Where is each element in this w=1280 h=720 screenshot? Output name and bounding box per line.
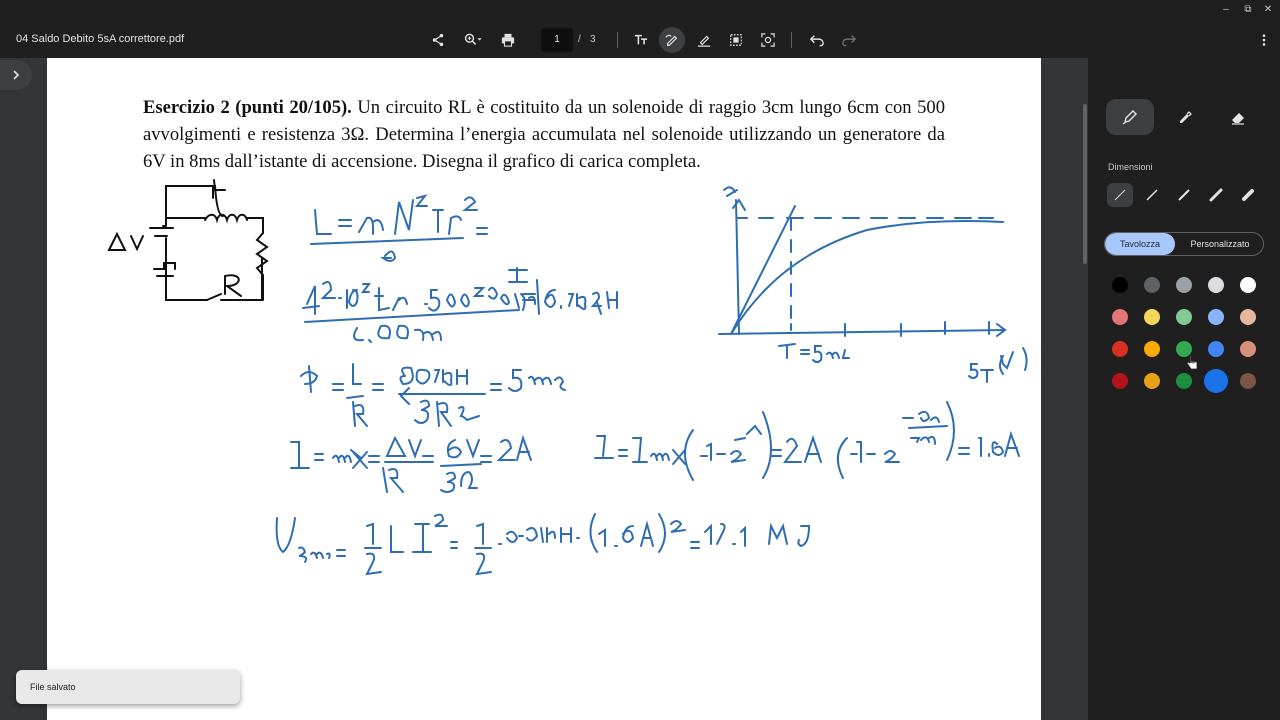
size-option-4[interactable] xyxy=(1203,183,1229,207)
pdf-page[interactable] xyxy=(47,58,1041,720)
annotation-panel xyxy=(1088,58,1280,720)
viewer-toolbar xyxy=(0,22,1280,58)
chevron-right-icon xyxy=(11,70,21,80)
size-option-5[interactable] xyxy=(1235,183,1261,207)
text-format-icon xyxy=(634,33,648,47)
undo-button[interactable] xyxy=(804,27,830,53)
undo-icon xyxy=(810,33,824,47)
color-swatch[interactable] xyxy=(1208,341,1224,357)
ink-formulas xyxy=(277,196,1019,574)
color-swatch[interactable] xyxy=(1176,373,1192,389)
color-swatch[interactable] xyxy=(1240,373,1256,389)
size-option-3[interactable] xyxy=(1171,183,1197,207)
page-separator: / xyxy=(578,34,581,45)
dimensions-label: Dimensioni xyxy=(1108,162,1153,172)
color-swatch[interactable] xyxy=(1144,309,1160,325)
close-icon[interactable]: ✕ xyxy=(1263,4,1273,15)
more-vert-icon xyxy=(1257,33,1271,47)
color-swatch[interactable] xyxy=(1208,277,1224,293)
share-icon xyxy=(431,33,445,47)
annotate-button[interactable] xyxy=(659,27,685,53)
redo-button[interactable] xyxy=(836,27,862,53)
selection-icon xyxy=(729,33,743,47)
highlighter-tool-button[interactable] xyxy=(1160,99,1208,135)
toast-notification: File salvato xyxy=(16,670,240,704)
vertical-scrollbar[interactable] xyxy=(1083,104,1087,264)
page-number-input[interactable]: 1 xyxy=(541,28,573,52)
window-title-bar xyxy=(0,0,1280,22)
redo-icon xyxy=(842,33,856,47)
exercise-title: Esercizio 2 (punti 20/105). xyxy=(143,97,352,118)
color-swatch[interactable] xyxy=(1240,341,1256,357)
eraser-icon xyxy=(1230,109,1246,125)
size-stroke-icon xyxy=(1241,188,1255,202)
tab-custom[interactable]: Personalizzato xyxy=(1190,239,1250,249)
charge-graph-sketch xyxy=(719,187,1027,382)
selection-button[interactable] xyxy=(723,27,749,53)
exercise-text: Un circuito RL è costituito da un solenoide di raggio 3cm lungo 6cm con 500 avvolgimenti e resistenza 3Ω. Determina l’energia accumulata nel solenoide utilizzando un generatore da 6V in 8ms dall’istante di accensione. Disegna il grafico di carica completa. xyxy=(143,97,945,172)
pen-icon xyxy=(1122,109,1138,125)
document-title: 04 Saldo Debito 5sA correttore.pdf xyxy=(16,33,185,45)
color-swatch[interactable] xyxy=(1112,341,1128,357)
color-swatch[interactable] xyxy=(1240,277,1256,293)
print-icon xyxy=(501,33,515,47)
handwritten-annotations xyxy=(47,58,1041,720)
share-button[interactable] xyxy=(425,27,451,53)
page-total: 3 xyxy=(590,34,596,45)
color-swatch[interactable] xyxy=(1144,277,1160,293)
size-option-1[interactable] xyxy=(1107,183,1133,207)
highlight-pen-icon xyxy=(697,33,711,47)
eraser-tool-button[interactable] xyxy=(1214,99,1262,135)
scan-icon xyxy=(761,33,775,47)
color-swatch[interactable] xyxy=(1144,341,1160,357)
color-swatch[interactable] xyxy=(1112,277,1128,293)
color-swatch[interactable] xyxy=(1144,373,1160,389)
color-swatch[interactable] xyxy=(1112,373,1128,389)
color-swatch[interactable] xyxy=(1240,309,1256,325)
toolbar-divider xyxy=(617,32,618,48)
color-swatch[interactable] xyxy=(1112,309,1128,325)
annotate-icon xyxy=(665,33,679,47)
more-options-button[interactable] xyxy=(1251,27,1277,53)
color-swatch[interactable] xyxy=(1204,369,1228,393)
size-stroke-icon xyxy=(1113,188,1127,202)
color-swatch[interactable] xyxy=(1176,309,1192,325)
print-button[interactable] xyxy=(495,27,521,53)
color-swatch[interactable] xyxy=(1208,309,1224,325)
toolbar-divider xyxy=(791,32,792,48)
zoom-button[interactable] xyxy=(457,27,489,53)
text-format-button[interactable] xyxy=(628,27,654,53)
size-stroke-icon xyxy=(1209,188,1223,202)
size-stroke-icon xyxy=(1145,188,1159,202)
tab-palette[interactable]: Tavolozza xyxy=(1105,233,1175,255)
restore-icon[interactable]: ⧉ xyxy=(1244,4,1252,15)
sidebar-toggle-button[interactable] xyxy=(0,60,32,90)
zoom-icon xyxy=(463,33,483,47)
hand-cursor-icon xyxy=(1186,354,1198,370)
pen-tool-button[interactable] xyxy=(1106,99,1154,135)
circuit-sketch xyxy=(109,180,267,300)
color-swatch[interactable] xyxy=(1176,277,1192,293)
size-stroke-icon xyxy=(1177,188,1191,202)
document-viewport[interactable] xyxy=(0,58,1088,720)
highlighter-icon xyxy=(1176,109,1192,125)
minimize-icon[interactable]: – xyxy=(1223,4,1229,15)
color-mode-switch xyxy=(1104,232,1264,256)
size-option-2[interactable] xyxy=(1139,183,1165,207)
highlight-pen-button[interactable] xyxy=(691,27,717,53)
scan-button[interactable] xyxy=(755,27,781,53)
